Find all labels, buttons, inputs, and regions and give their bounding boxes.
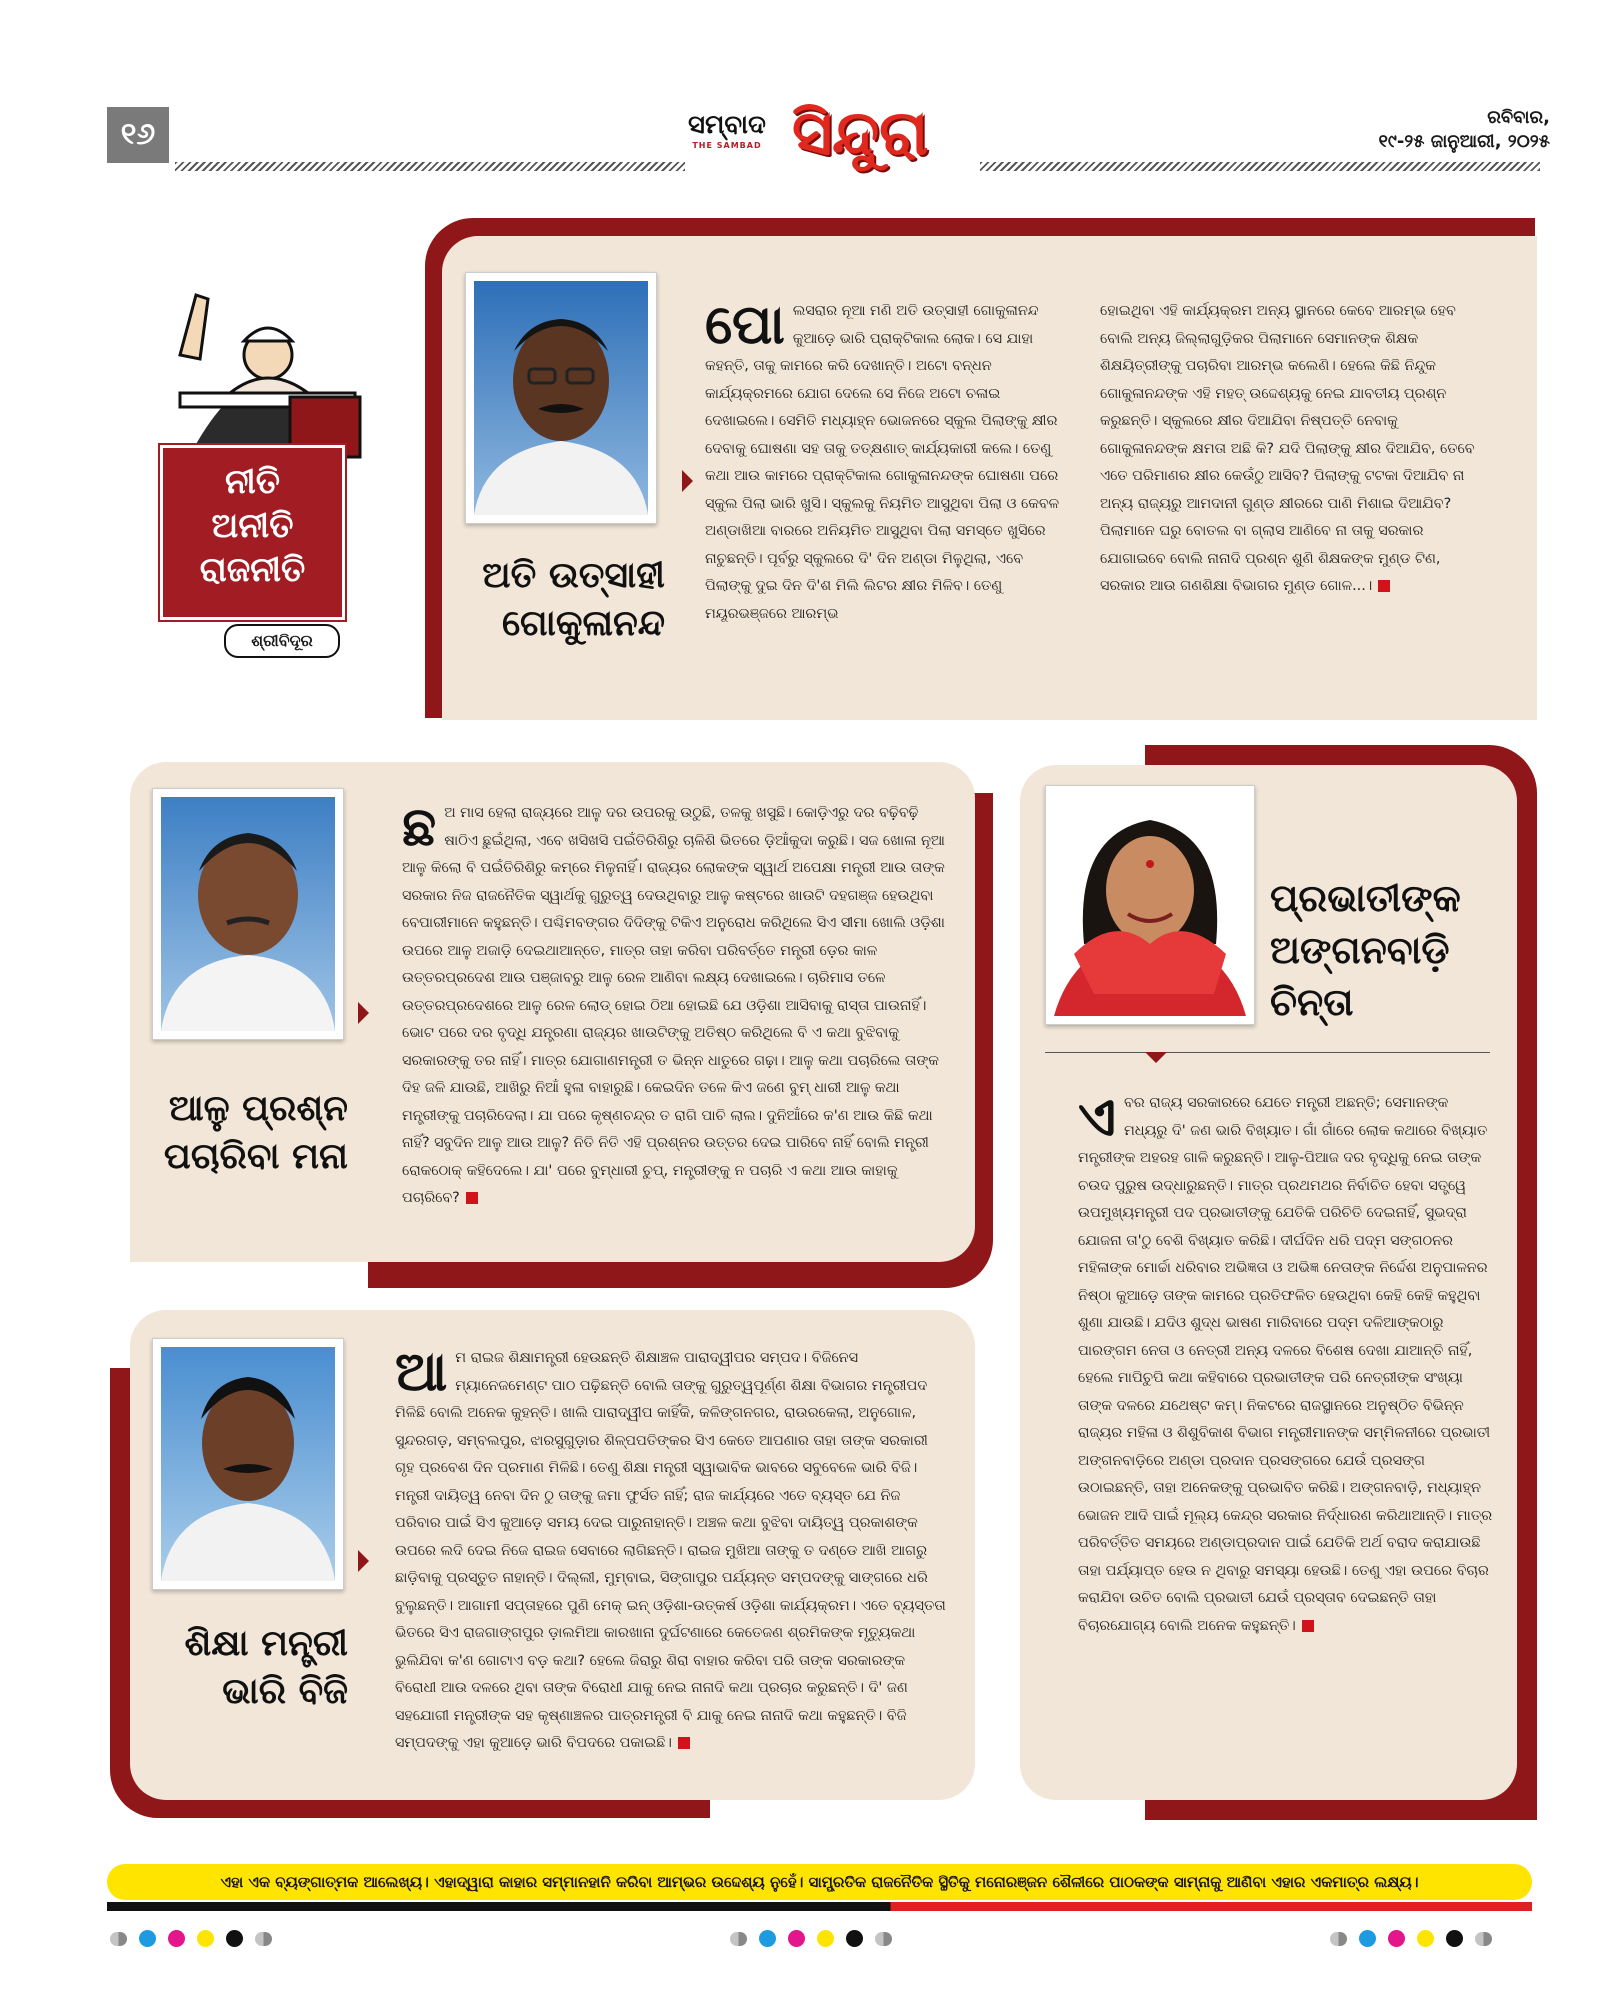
paragraph: ବର ରାଜ୍ୟ ସରକାରରେ ଯେତେ ମନ୍ତ୍ରୀ ଅଛନ୍ତି; ସେମାନଙ୍କ ମଧ୍ୟରୁ ଦି' ଜଣ ଭାରି ବିଖ୍ୟାତ। ଗାଁ ଗାଁରେ ଲୋକ କଥାରେ ବିଖ୍ୟାତ ମନ୍ତ୍ରୀଙ୍କ ଅହରହ ଗାଳି କରୁଛନ୍ତି। ଆଳୁ-ପିଆଜ ଦର ବୃଦ୍ଧିକୁ ନେଇ ତାଙ୍କ ଚଉଦ ପୁରୁଷ ଉଦ୍ଧାରୁଛନ୍ତି। ମାତ୍ର ପ୍ରଥମଥର ନିର୍ବାଚିତ ହେବା ସତ୍ତ୍ୱେ ଉପମୁଖ୍ୟମନ୍ତ୍ରୀ ପଦ ପ୍ରଭାତୀଙ୍କୁ ଯେତିକି ପରିଚିତି ଦେଇନାହିଁ, ସୁଭଦ୍ରା ଯୋଜନା ତା'ଠୁ ବେଶି ବିଖ୍ୟାତ କରିଛି। ଦୀର୍ଘଦିନ ଧରି ପଦ୍ମ ସଙ୍ଗଠନର ମହିଳାଙ୍କ ମୋର୍ଚ୍ଚା ଧରିବାର ଅଭିଜ୍ଞତା ଓ ଅଭିଜ୍ଞ ନେତାଙ୍କ ନିର୍ଦ୍ଦେଶ ଅନୁପାଳନର ନିଷ୍ଠା କୁଆଡ଼େ ତାଙ୍କ କାମରେ ପ୍ରତିଫଳିତ ହେଉଥିବା କେହି କେହି କହୁଥିବା ଶୁଣା ଯାଉଛି। ଯଦିଓ ଶୁଦ୍ଧ ଭାଷଣ ମାରିବାରେ ପଦ୍ମ ଦଳିଆଙ୍କଠାରୁ ପାରଙ୍ଗମ ନେତା ଓ ନେତ୍ରୀ ଅନ୍ୟ ଦଳରେ ବିଶେଷ ଦେଖା ଯାଆନ୍ତି ନାହିଁ, ହେଲେ ମାପିଚୁପି କଥା କହିବାରେ ପ୍ରଭାତୀଙ୍କ ପରି ନେତ୍ରୀଙ୍କ ସଂଖ୍ୟା ତାଙ୍କ ଦଳରେ ଯଥେଷ୍ଟ କମ୍। ନିକଟରେ ରାଜସ୍ଥାନରେ ଅନୁଷ୍ଠିତ ବିଭିନ୍ନ ରାଜ୍ୟର ମହିଳା ଓ ଶିଶୁବିକାଶ ବିଭାଗ ମନ୍ତ୍ରୀମାନଙ୍କ ସମ୍ମିଳନୀରେ ପ୍ରଭାତୀ ଅଙ୍ଗନବାଡ଼ିରେ ଅଣ୍ଡା ପ୍ରଦାନ ପ୍ରସଙ୍ଗରେ ଯେଉଁ ପ୍ରସଙ୍ଗ ଉଠାଇଛନ୍ତି, ତାହା ଅନେକଙ୍କୁ ପ୍ରଭାବିତ କରିଛି। ଅଙ୍ଗନବାଡ଼ି, ମଧ୍ୟାହ୍ନ ଭୋଜନ ଆଦି ପାଇଁ ମୂଲ୍ୟ କେନ୍ଦ୍ର ସରକାର ନିର୍ଦ୍ଧାରଣ କରିଥାଆନ୍ତି। ମାତ୍ର ପରିବର୍ତ୍ତିତ ସମୟରେ ଅଣ୍ଡାପ୍ରଦାନ ପାଇଁ ଯେତିକି ଅର୍ଥ ବରାଦ କରାଯାଉଛି ତାହା ପର୍ଯ୍ୟାପ୍ତ ହେଉ ନ ଥିବାରୁ ସମସ୍ୟା ହେଉଛି। ତେଣୁ ଏହା ଉପରେ ବିଚାର କରାଯିବା ଉଚିତ ବୋଲି ପ୍ରଭାତୀ ଯେଉଁ ପ୍ରସ୍ତାବ ଦେଇଛନ୍ତି ତାହା ବିଚାରଯୋଗ୍ୟ ବୋଲି ଅନେକ କହୁଛନ୍ତି। [1078,1095,1493,1634]
paragraph: ଲସରାର ନୂଆ ମଣି ଅତି ଉତ୍ସାହୀ ଗୋକୁଳାନନ୍ଦ କୁଆଡ଼େ ଭାରି ପ୍ରାକ୍ଟିକାଲ ଲୋକ। ସେ ଯାହା କହନ୍ତି, ତାକୁ କାମରେ କରି ଦେଖାନ୍ତି। ଅଟୋ ବନ୍ଧନ କାର୍ଯ୍ୟକ୍ରମରେ ଯୋଗ ଦେଲେ ସେ ନିଜେ ଅଟୋ ଚଳାଇ ଦେଖାଇଲେ। ସେମିତି ମଧ୍ୟାହ୍ନ ଭୋଜନରେ ସ୍କୁଲ ପିଲାଙ୍କୁ କ୍ଷୀର ଦେବାକୁ ଘୋଷଣା ସହ ତାକୁ ତତ୍‌କ୍ଷଣାତ୍ କାର୍ଯ୍ୟକାରୀ କଲେ। ତେଣୁ କଥା ଆଉ କାମରେ ପ୍ରାକ୍ଟିକାଲ ଗୋକୁଳାନନ୍ଦଙ୍କ ଘୋଷଣା ପରେ ସ୍କୁଲ ପିଲା ଭାରି ଖୁସି। ସ୍କୁଲକୁ ନିୟମିତ ଆସୁଥିବା ପିଲା ଓ କେବଳ ଅଣ୍ଡାଖିଆ ବାରରେ ଅନିୟମିତ ଆସୁଥିବା ପିଲା ସମସ୍ତେ ଖୁସିରେ ନାଚୁଛନ୍ତି। ପୂର୍ବରୁ ସ୍କୁଲରେ ଦି' ଦିନ ଅଣ୍ଡା ମିଳୁଥିଲା, ଏବେ ପିଲାଙ୍କୁ ଦୁଇ ଦିନ ଦି'ଶ ମିଲି ଲିଟର କ୍ଷୀର ମିଳିବ। ତେଣୁ ମୟୂରଭଞ୍ଜରେ ଆରମ୍ଭ [705,303,1060,622]
paragraph: ମ ରାଇଜ ଶିକ୍ଷାମନ୍ତ୍ରୀ ହେଉଛନ୍ତି ଶିକ୍ଷାଞ୍ଚଳ ପାରାଦ୍ୱୀପର ସମ୍ପଦ। ବିଜିନେସ ମ୍ୟାନେଜମେଣ୍ଟ ପାଠ ପଢ଼ିଛନ୍ତି ବୋଲି ତାଙ୍କୁ ଗୁରୁତ୍ୱପୂର୍ଣ୍ଣ ଶିକ୍ଷା ବିଭାଗର ମନ୍ତ୍ରୀପଦ ମିଳିଛି ବୋଲି ଅନେକ କୁହନ୍ତି। ଖାଲି ପାରାଦ୍ୱୀପ କାହିଁକି, କଳିଙ୍ଗନଗର, ରାଉରକେଲା, ଅନୁଗୋଳ, ସୁନ୍ଦରଗଡ଼, ସମ୍ବଲପୁର, ଝାରସୁଗୁଡ଼ାର ଶିଳ୍ପପତିଙ୍କର ସିଏ କେତେ ଆପଣାର ତାହା ତାଙ୍କ ସରକାରୀ ଗୃହ ପ୍ରବେଶ ଦିନ ପ୍ରମାଣ ମିଳିଛି। ତେଣୁ ଶିକ୍ଷା ମନ୍ତ୍ରୀ ସ୍ୱାଭାବିକ ଭାବରେ ସବୁବେଳେ ଭାରି ବିଜି। ମନ୍ତ୍ରୀ ଦାୟିତ୍ୱ ନେବା ଦିନ ଠୁ ତାଙ୍କୁ ଜମା ଫୁର୍ସତ ନାହିଁ; ରାଜ କାର୍ଯ୍ୟରେ ଏତେ ବ୍ୟସ୍ତ ଯେ ନିଜ ପରିବାର ପାଇଁ ସିଏ କୁଆଡ଼େ ସମୟ ଦେଇ ପାରୁନାହାନ୍ତି। ଅଞ୍ଚଳ କଥା ବୁଝିବା ଦାୟିତ୍ୱ ପ୍ରକାଶଙ୍କ ଉପରେ ଲଦି ଦେଇ ନିଜେ ରାଇଜ ସେବାରେ ଲାଗିଛନ୍ତି। ରାଇଜ ମୁଖିଆ ତାଙ୍କୁ ତ ଦଣ୍ଡେ ଆଖି ଆଗରୁ ଛାଡ଼ିବାକୁ ପ୍ରସ୍ତୁତ ନାହାନ୍ତି। ଦିଲ୍ଲୀ, ମୁମ୍ବାଇ, ସିଙ୍ଗାପୁର ପର୍ଯ୍ୟନ୍ତ ସମ୍ପଦଙ୍କୁ ସାଙ୍ଗରେ ଧରି ବୁଲୁଛନ୍ତି। ଆଗାମୀ ସପ୍ତାହରେ ପୁଣି ମେକ୍ ଇନ୍ ଓଡ଼ିଶା-ଉତ୍କର୍ଷ ଓଡ଼ିଶା କାର୍ଯ୍ୟକ୍ରମ। ଏତେ ବ୍ୟସ୍ତତା ଭିତରେ ସିଏ ରାଜଗାଙ୍ଗପୁର ଡ଼ାଲମିଆ କାରଖାନା ଦୁର୍ଘଟଣାରେ କେତେଜଣ ଶ୍ରମିକଙ୍କ ମୃତ୍ୟୁକଥା ଭୁଲିଯିବା କ'ଣ ଗୋଟାଏ ବଡ଼ କଥା? ହେଲେ ଜିରାରୁ ଶିରା ବାହାର କରିବା ପରି ତାଙ୍କ ସରକାରଙ୍କ ବିରୋଧୀ ଆଉ ଦଳରେ ଥିବା ତାଙ୍କ ବିରୋଧୀ ଯାକୁ ନେଇ ନାନାଦି କଥା ପ୍ରଚାର କରୁଛନ୍ତି। ଦି' ଜଣ ସହଯୋଗୀ ମନ୍ତ୍ରୀଙ୍କ ସହ କୃଷ୍ଣାଞ୍ଚଳର ପାତ୍ରମନ୍ତ୍ରୀ ବି ଯାକୁ ନେଇ ନାନାଦି କଥା କହୁଛନ୍ତି। ବିଜି ସମ୍ପଦଙ୍କୁ ଏହା କୁଆଡ଼େ ଭାରି ବିପଦରେ ପକାଇଛି। [395,1350,946,1751]
page-number: ୧୬ [107,107,169,163]
registration-marks-left [110,1928,284,1947]
headline-line-1: ଅତି ଉତ୍ସାହୀ [482,555,665,596]
column-byline: ଶ୍ରୀବିଦୂର [224,624,340,658]
headline-shiksha [130,1620,348,1716]
publisher-name: ସମ୍ବାଦ [688,110,766,140]
issue-date-range: ୧୯-୨୫ ଜାନୁଆରୀ, ୨୦୨୫ [1378,131,1550,152]
headline-line-1: ପ୍ରଭାତୀଙ୍କ [1270,876,1461,920]
pointer-marker [682,470,693,492]
article-text-prabhati [1078,1090,1496,1750]
issue-day: ରବିବାର, [1487,107,1550,128]
portrait-man-2 [161,797,335,1031]
publisher-sub: THE SAMBAD [692,141,762,150]
disclaimer-banner: ଏହା ଏକ ବ୍ୟଙ୍ଗାତ୍ମକ ଆଲେଖ୍ୟ। ଏହାଦ୍ୱାରା କାହାର ସମ୍ମାନହାନି କରିବା ଆମ୍ଭର ଉଦ୍ଦେଶ୍ୟ ନୁହେଁ। ସାମ୍ପ୍ରତିକ ରାଜନୈତିକ ସ୍ଥିତିକୁ ମନୋରଞ୍ଜନ ଶୈଳୀରେ ପାଠକଙ୍କ ସାମ୍ନାକୁ ଆଣିବା ଏହାର ଏକମାତ୍ର ଲକ୍ଷ୍ୟ। [107,1864,1532,1900]
speaker-podium-illustration [150,285,390,465]
article-text-shiksha [395,1345,950,1785]
drop-cap: ଛ [402,800,437,858]
article-text-gokulananda-col1 [705,298,1070,683]
footer-color-bar [107,1902,1532,1911]
headline-prabhati [1270,872,1490,1028]
headline-aloo [130,1085,348,1181]
paragraph: ହୋଇଥିବା ଏହି କାର୍ଯ୍ୟକ୍ରମ ଅନ୍ୟ ସ୍ଥାନରେ କେବେ ଆରମ୍ଭ ହେବ ବୋଲି ଅନ୍ୟ ଜିଲ୍ଲାଗୁଡ଼ିକର ପିଲାମାନେ ସେମାନଙ୍କ ଶିକ୍ଷକ ଶିକ୍ଷୟିତ୍ରୀଙ୍କୁ ପଚାରିବା ଆରମ୍ଭ କଲେଣି। ହେଲେ କିଛି ନିନ୍ଦୁକ ଗୋକୁଳାନନ୍ଦଙ୍କ ଏହି ମହତ୍ ଉଦ୍ଦେଶ୍ୟକୁ ନେଇ ଯାବତୀୟ ପ୍ରଶ୍ନ କରୁଛନ୍ତି। ସ୍କୁଲରେ କ୍ଷୀର ଦିଆଯିବା ନିଷ୍ପତ୍ତି ନେବାକୁ ଗୋକୁଳାନନ୍ଦଙ୍କ କ୍ଷମତା ଅଛି କି? ଯଦି ପିଲାଙ୍କୁ କ୍ଷୀର ଦିଆଯିବ, ତେବେ ଏତେ ପରିମାଣର କ୍ଷୀର କେଉଁଠୁ ଆସିବ? ପିଲାଙ୍କୁ ଟଟକା ଦିଆଯିବ ନା ଅନ୍ୟ ରାଜ୍ୟରୁ ଆମଦାନୀ ଗୁଣ୍ଡ କ୍ଷୀରରେ ପାଣି ମିଶାଇ ଦିଆଯିବ? ପିଲାମାନେ ଘରୁ ବୋତଲ ବା ଗ୍ଲାସ ଆଣିବେ ନା ତାକୁ ସରକାର ଯୋଗାଇବେ ବୋଲି ନାନାଦି ପ୍ରଶ୍ନ ଶୁଣି ଶିକ୍ଷକଙ୍କ ମୁଣ୍ଡ ଟିଣ, ସରକାର ଆଉ ଗଣଶିକ୍ଷା ବିଭାଗର ମୁଣ୍ଡ ଗୋଳ...। [1100,303,1475,594]
photo-shiksha [152,1338,344,1590]
headline-line-1: ଶିକ୍ଷା ମନ୍ତ୍ରୀ [184,1623,348,1664]
logo-line-2: ଅନୀତି [211,506,294,546]
pointer-marker [358,1002,369,1024]
drop-cap: ଏ [1078,1090,1116,1148]
headline-line-2: ପଚାରିବା ମନା [163,1136,348,1177]
headline-line-3: ଚିନ୍ତା [1270,980,1354,1024]
photo-aloo [152,788,344,1040]
logo-line-3: ରାଜନୀତି [199,550,306,590]
portrait-woman [1054,794,1246,1016]
article-text-aloo [402,800,950,1238]
issue-date [1379,106,1551,154]
drop-cap: ପୋ [705,298,785,356]
header-rule-right [980,162,1540,171]
end-mark [1378,580,1390,592]
logo-line-1: ନୀତି [224,462,281,502]
publisher-logo [688,110,766,150]
portrait-man-3 [161,1347,335,1581]
drop-cap: ଆ [395,1345,448,1403]
headline-line-2: ଭାରି ବିଜି [222,1671,348,1712]
end-mark [466,1192,478,1204]
portrait-man-1 [474,281,648,515]
header-rule-left [175,162,685,171]
headline-line-1: ଆଳୁ ପ୍ରଶ୍ନ [168,1088,348,1129]
photo-gokulananda [465,272,657,524]
paragraph: ଅ ମାସ ହେଲା ରାଜ୍ୟରେ ଆଳୁ ଦର ଉପରକୁ ଉଠୁଛି, ତଳକୁ ଖସୁଛି। କୋଡ଼ିଏରୁ ଦର ବଢ଼ିବଢ଼ି ଷାଠିଏ ଛୁଇଁଥିଲା, ଏବେ ଖସିଖସି ପଇଁତିରିଶିରୁ ଚାଳିଶି ଭିତରେ ଡ଼ିଆଁକୁଦା କରୁଛି। ସଜ ଖୋଳା ନୂଆ ଆଳୁ କିଲୋ ବି ପଇଁତିରିଶିରୁ କମ୍‌ରେ ମିଳୁନାହିଁ। ରାଜ୍ୟର ଲୋକଙ୍କ ସ୍ୱାର୍ଥ ଅପେକ୍ଷା ମନ୍ତ୍ରୀ ଆଉ ତାଙ୍କ ସରକାର ନିଜ ରାଜନୈତିକ ସ୍ୱାର୍ଥକୁ ଗୁରୁତ୍ୱ ଦେଉଥିବାରୁ ଆଳୁ କଷ୍ଟରେ ଖାଉଟି ଦହଗଞ୍ଜ ହେଉଥିବା ବେପାରୀମାନେ କହୁଛନ୍ତି। ପଶ୍ଚିମବଙ୍ଗର ଦିଦିଙ୍କୁ ଟିକିଏ ଅନୁରୋଧ କରିଥିଲେ ସିଏ ସୀମା ଖୋଲି ଓଡ଼ିଶା ଉପରେ ଆଳୁ ଅଜାଡ଼ି ଦେଇଥାଆନ୍ତେ, ମାତ୍ର ତାହା କରିବା ପରିବର୍ତ୍ତେ ମନ୍ତ୍ରୀ ଡ଼େର କାଳ ଉତ୍ତରପ୍ରଦେଶ ଆଉ ପଞ୍ଜାବରୁ ଆଳୁ ରେଳ ଆଣିବା ଲକ୍ଷ୍ୟ ଦେଖାଇଲେ। ଚାରିମାସ ତଳେ ଉତ୍ତରପ୍ରଦେଶରେ ଆଳୁ ରେଳ ଲୋଡ୍ ହୋଇ ଠିଆ ହୋଇଛି ଯେ ଓଡ଼ିଶା ଆସିବାକୁ ରାସ୍ତା ପାଉନାହିଁ। ଭୋଟ ପରେ ଦର ବୃଦ୍ଧି ଯନ୍ତ୍ରଣା ରାଜ୍ୟର ଖାଉଟିଙ୍କୁ ଅତିଷ୍ଠ କରିଥିଲେ ବି ଏ କଥା ବୁଝିବାକୁ ସରକାରଙ୍କୁ ତର ନାହିଁ। ମାତ୍ର ଯୋଗାଣମନ୍ତ୍ରୀ ତ ଭିନ୍ନ ଧାତୁରେ ଗଢ଼ା। ଆଳୁ କଥା ପଚାରିଲେ ତାଙ୍କ ଦିହ ଜଳି ଯାଉଛି, ଆଖିରୁ ନିଆଁ ହୁଳା ବାହାରୁଛି। କେଇଦିନ ତଳେ କିଏ ଜଣେ ବୁମ୍ ଧାରୀ ଆଳୁ କଥା ମନ୍ତ୍ରୀଙ୍କୁ ପଚାରିଦେଲା। ଯା ପରେ କୃଷ୍ଣଚନ୍ଦ୍ର ତ ରାଗି ପାଚି ଲାଲ। ଦୁନିଆଁରେ କ'ଣ ଆଉ କିଛି କଥା ନାହିଁ? ସବୁଦିନ ଆଳୁ ଆଉ ଆଳୁ? ନିତି ନିତି ଏହି ପ୍ରଶ୍ନର ଉତ୍ତର ଦେଇ ପାରିବେ ନାହିଁ ବୋଲି ମନ୍ତ୍ରୀ ରୋକଠୋକ୍ କହିଦେଲେ। ଯା' ପରେ ବୁମ୍‌ଧାରୀ ଚୁପ୍, ମନ୍ତ୍ରୀଙ୍କୁ ନ ପଚାରି ଏ କଥା ଆଉ କାହାକୁ ପଚାରିବେ? [402,805,945,1206]
registration-marks-right [1330,1928,1504,1947]
end-mark [1302,1620,1314,1632]
registration-marks-center [730,1928,904,1947]
photo-prabhati [1045,785,1255,1025]
end-mark [678,1737,690,1749]
article-text-gokulananda-col2 [1100,298,1490,683]
headline-line-2: ଗୋକୁଳାନନ୍ଦ [501,603,665,644]
pointer-marker [1145,1052,1167,1063]
pointer-marker [358,1550,369,1572]
supplement-masthead: ସିନ୍ଦୁରା [792,96,929,169]
headline-divider [1045,1052,1490,1053]
headline-line-2: ଅଙ୍ଗନବାଡ଼ି [1270,928,1450,972]
column-logo [160,445,345,620]
headline-gokulananda [455,552,665,648]
